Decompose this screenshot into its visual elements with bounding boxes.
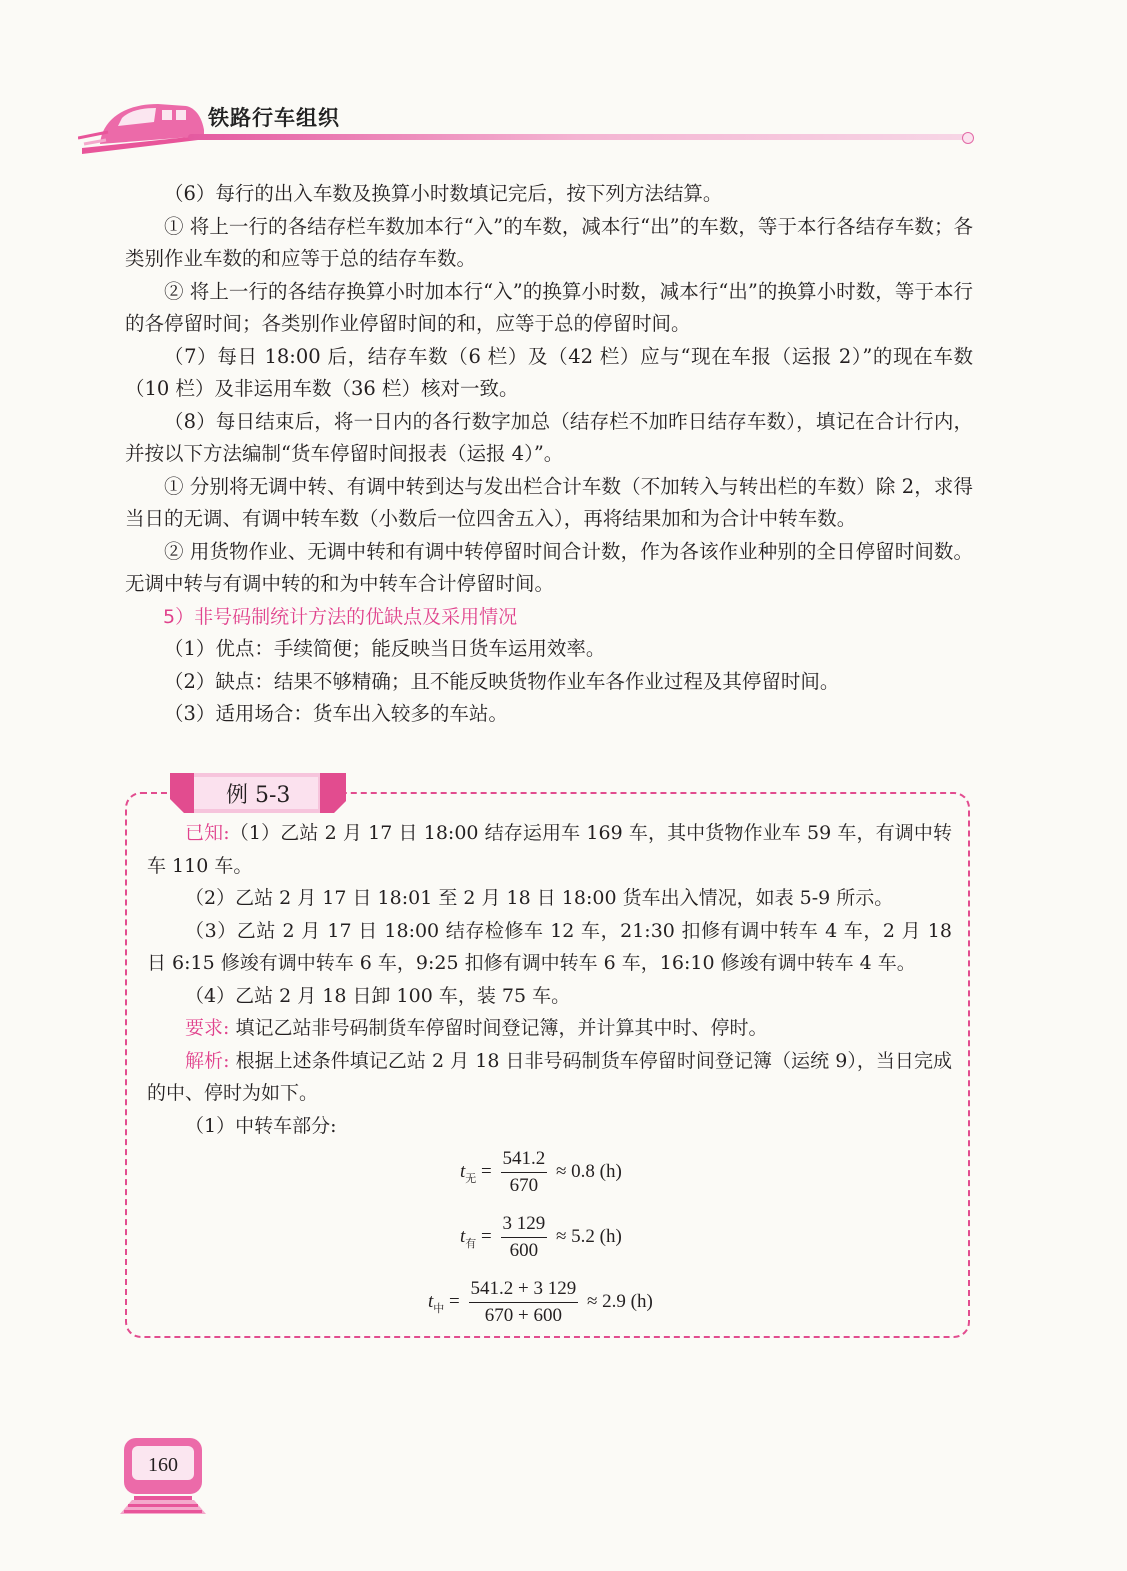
formula-t-zhong: $t_中$ = $\frac{541.2 + 3 129}{670 + 600}$ ≈ 2.9 (h) — [428, 1276, 653, 1329]
given-paragraph — [147, 817, 952, 882]
paragraph: ① 将上一行的各结存栏车数加本行“入”的车数，减本行“出”的车数，等于本行各结存车数；各类别作业车数的和应等于总的结存车数。 — [125, 214, 973, 270]
given-item: （4）乙站 2 月 18 日卸 100 车，装 75 车。 — [185, 984, 571, 1007]
solve-paragraph — [147, 1045, 952, 1110]
body-text — [125, 178, 973, 731]
example-content — [147, 817, 952, 1142]
solve-text: 根据上述条件填记乙站 2 月 18 日非号码制货车停留时间登记簿（运统 9），当日完成的中、停时为如下。 — [147, 1049, 952, 1104]
solve-keyword: 解析: — [185, 1049, 230, 1072]
given-item: （1）乙站 2 月 17 日 18:00 结存运用车 169 车，其中货物作业车 59 车，有调中转车 110 车。 — [147, 822, 952, 877]
list-item: （1）优点：手续简便；能反映当日货车运用效率。 — [164, 637, 606, 660]
list-item: （3）适用场合：货车出入较多的车站。 — [164, 702, 508, 725]
formula-t-wu: $t_无$ = $\frac{541.2}{670}$ ≈ 0.8 (h) — [460, 1146, 622, 1199]
part-heading: （1）中转车部分: — [185, 1114, 337, 1137]
section-heading: 5）非号码制统计方法的优缺点及采用情况 — [163, 605, 518, 628]
fraction: $\frac{541.2 + 3 129}{670 + 600}$ — [470, 1278, 577, 1326]
paragraph: ② 用货物作业、无调中转和有调中转停留时间合计数，作为各该作业种别的全日停留时间数。无调中转与有调中转的和为中转车合计停留时间。 — [125, 539, 973, 595]
header-rule — [188, 134, 968, 140]
given-item: （3）乙站 2 月 17 日 18:00 结存检修车 12 车，21:30 扣修有调中转车 4 车，2 月 18 日 6:15 修竣有调中转车 6 车，9:25 扣修有调中转车 6 车，16:10 修竣有调中转车 4 车。 — [147, 919, 952, 974]
paragraph: （6）每行的出入车数及换算小时数填记完后，按下列方法结算。 — [164, 182, 723, 205]
header-title: 铁路行车组织 — [208, 106, 340, 130]
page-number: 160 — [148, 1454, 178, 1476]
running-header — [78, 96, 978, 156]
list-item: （2）缺点：结果不够精确；且不能反映货物作业车各作业过程及其停留时间。 — [164, 669, 840, 693]
given-keyword: 已知: — [185, 822, 230, 844]
fraction: $\frac{3 129}{600}$ — [502, 1213, 546, 1261]
paragraph: （7）每日 18:00 后，结存车数（6 栏）及（42 栏）应与“现在车报（运报 2）”的现在车数（10 栏）及非运用车数（36 栏）核对一致。 — [125, 344, 973, 400]
require-text: 填记乙站非号码制货车停留时间登记簿，并计算其中时、停时。 — [235, 1017, 768, 1039]
paragraph: ② 将上一行的各结存换算小时加本行“入”的换算小时数，减本行“出”的换算小时数，等于本行的各停留时间；各类别作业停留时间的和，应等于总的停留时间。 — [125, 279, 973, 335]
fraction: $\frac{541.2}{670}$ — [502, 1148, 546, 1196]
require-keyword: 要求: — [185, 1017, 230, 1039]
require-paragraph — [147, 1012, 952, 1045]
header-dot-icon — [962, 132, 974, 144]
train-logo-icon — [78, 96, 218, 156]
paragraph: （8）每日结束后，将一日内的各行数字加总（结存栏不加昨日结存车数），填记在合计行内，并按以下方法编制“货车停留时间报表（运报 4）”。 — [125, 409, 973, 465]
paragraph: ① 分别将无调中转、有调中转到达与发出栏合计车数（不加转入与转出栏的车数）除 2，求得当日的无调、有调中转车数（小数后一位四舍五入），再将结果加和为合计中转车数。 — [125, 474, 973, 530]
example-label: 例 5-3 — [226, 783, 291, 808]
formula-t-you: $t_有$ = $\frac{3 129}{600}$ ≈ 5.2 (h) — [460, 1211, 622, 1264]
given-item: （2）乙站 2 月 17 日 18:01 至 2 月 18 日 18:00 货车出入情况，如表 5-9 所示。 — [185, 887, 894, 909]
